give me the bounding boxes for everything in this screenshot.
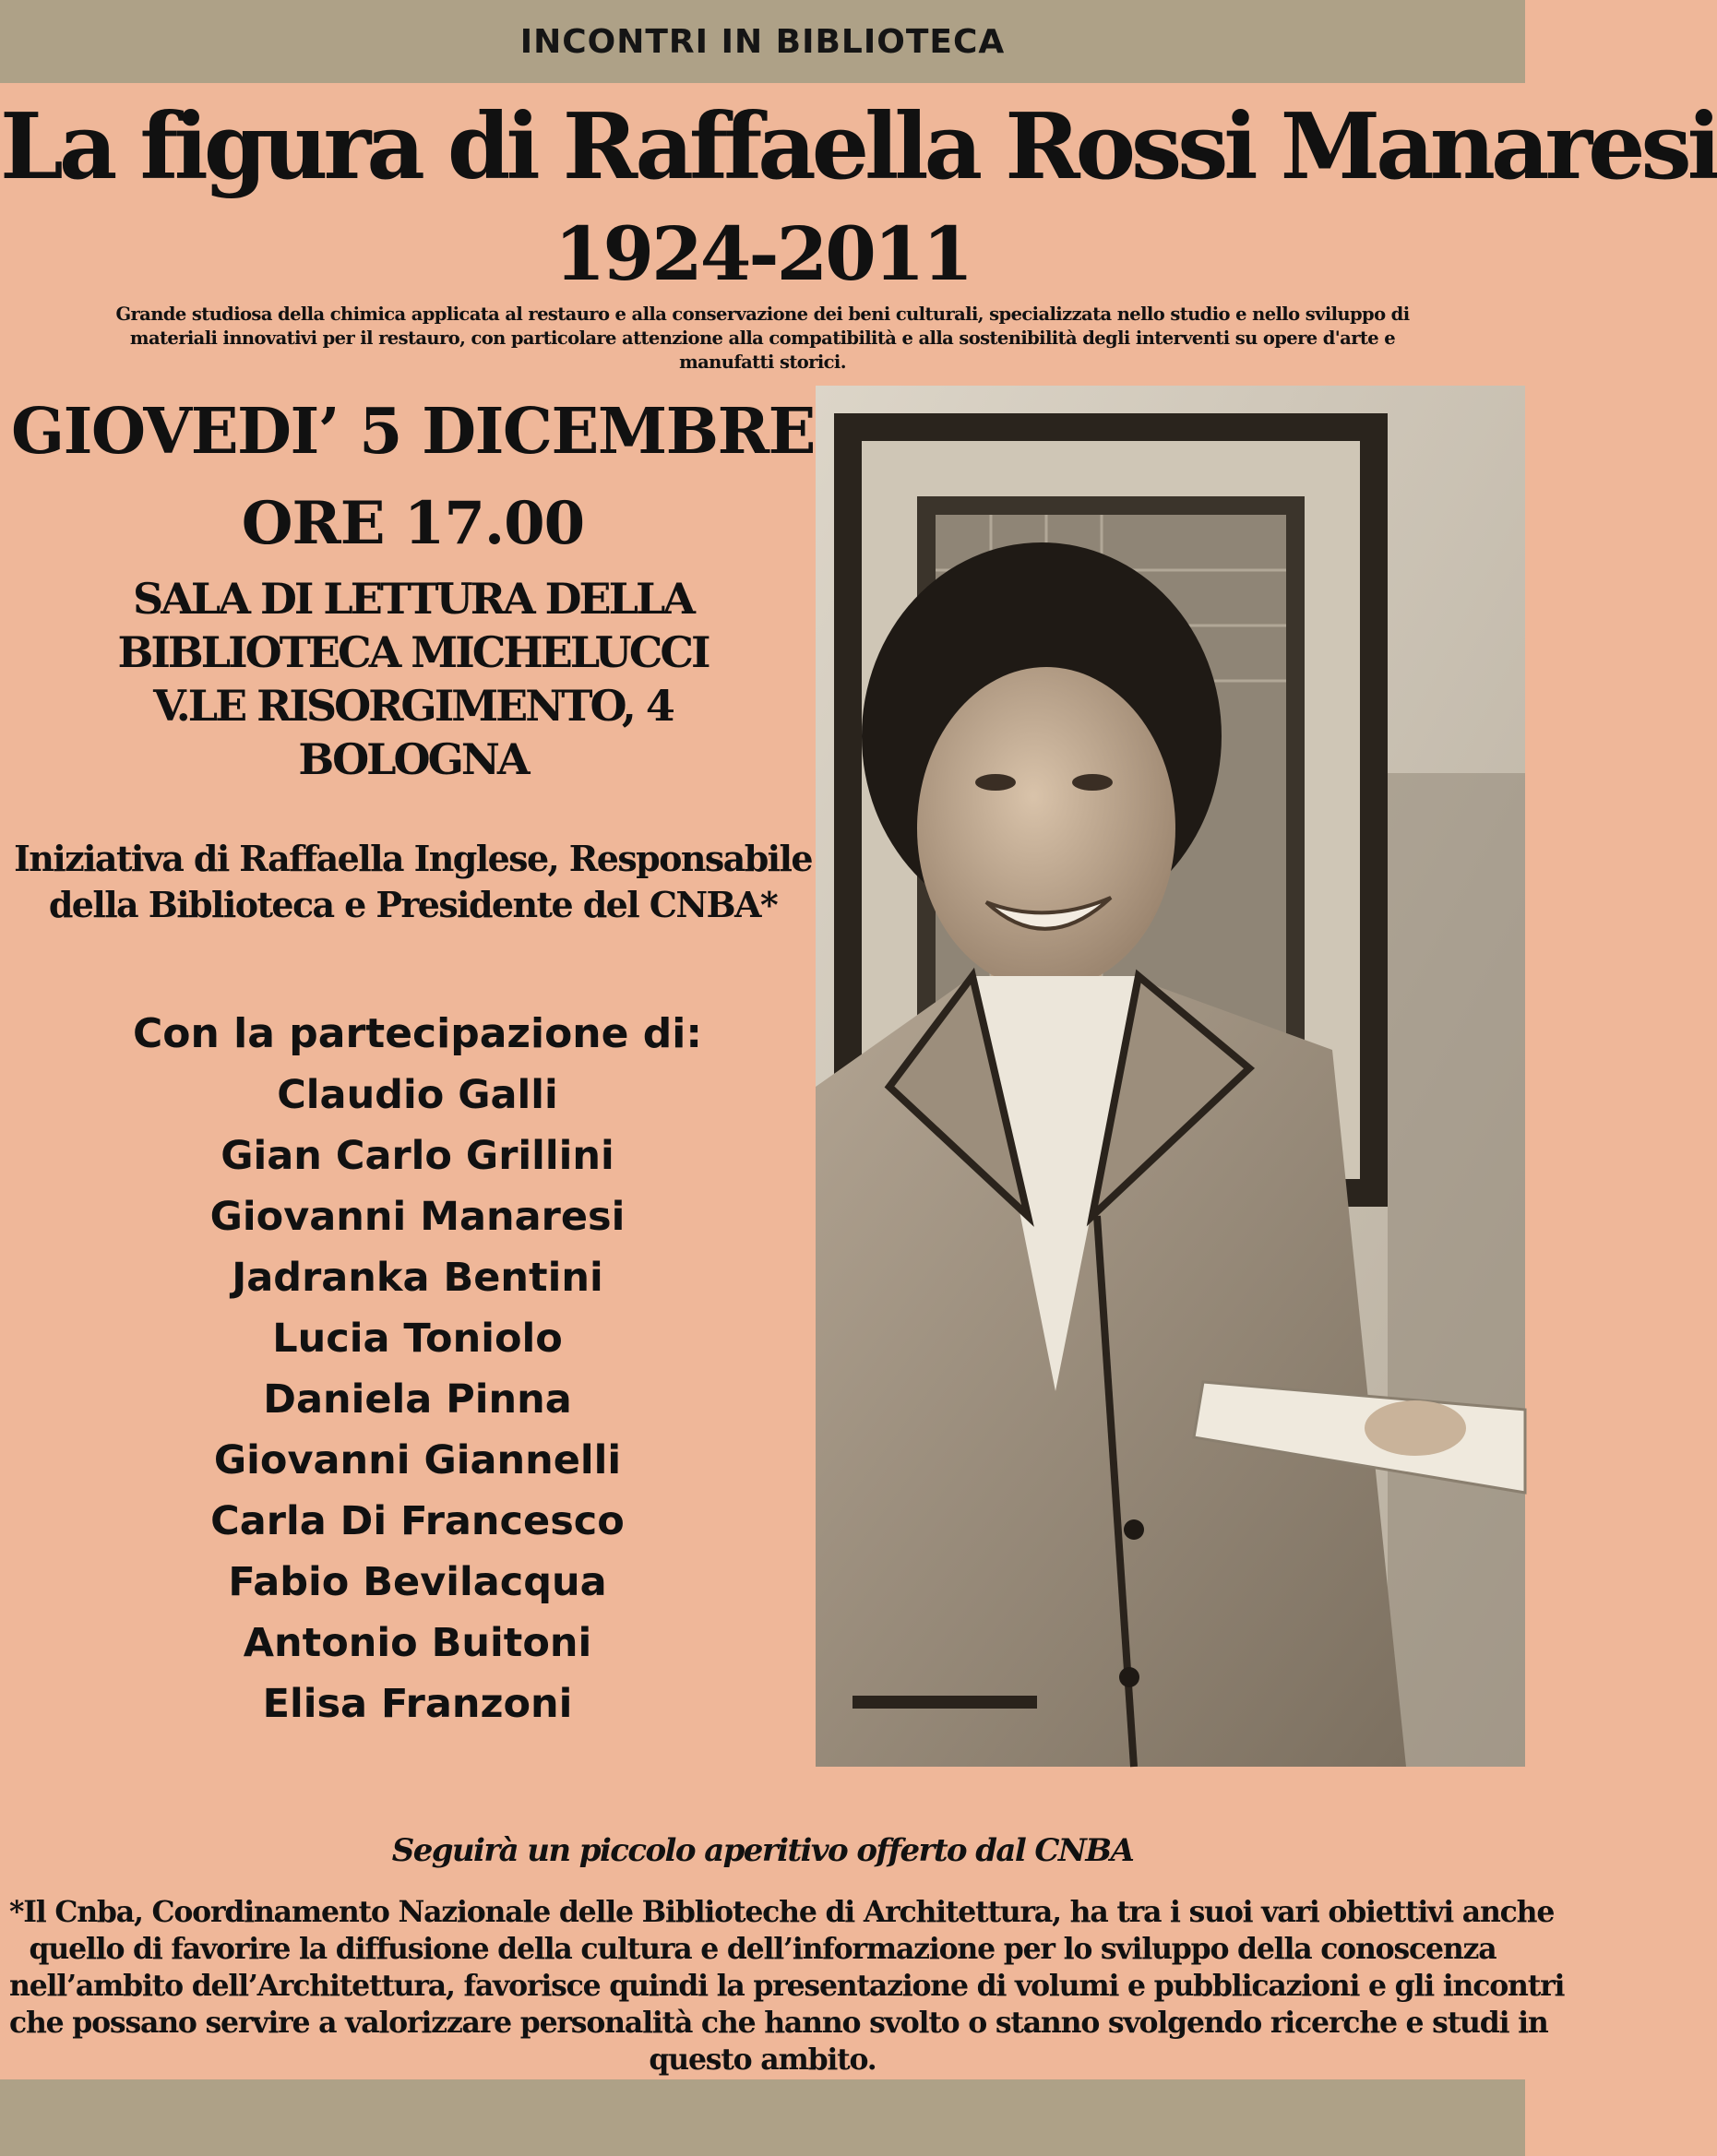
portrait-photo-icon bbox=[816, 386, 1525, 1767]
event-time: ORE 17.00 bbox=[241, 489, 585, 558]
participant-name: Fabio Bevilacqua bbox=[228, 1559, 607, 1605]
description-line: Grande studiosa della chimica applicata al restauro e alla conservazione dei beni culturali, specializzata nello studio e nello sviluppo di bbox=[115, 304, 1410, 325]
event-venue bbox=[0, 572, 826, 786]
participant-name: Giovanni Giannelli bbox=[213, 1437, 622, 1483]
participant-name: Lucia Toniolo bbox=[272, 1316, 563, 1362]
participant-name: Jadranka Bentini bbox=[232, 1255, 603, 1301]
event-years: 1924-2011 bbox=[554, 210, 972, 297]
participants bbox=[0, 1004, 835, 1734]
banner-title: INCONTRI IN BIBLIOTECA bbox=[519, 22, 1006, 61]
participant-name: Claudio Galli bbox=[277, 1072, 558, 1118]
bottom-banner bbox=[0, 2079, 1525, 2156]
note-line: quello di favorire la diffusione della cultura e dell’informazione per lo sviluppo della conoscenza bbox=[29, 1932, 1496, 1966]
event-date: GIOVEDI’ 5 DICEMBRE bbox=[11, 395, 815, 469]
portrait-photo bbox=[816, 386, 1525, 1767]
event-description bbox=[55, 303, 1470, 375]
note-line: che possano servire a valorizzare personalità che hanno svolto o stanno svolgendo ricerche e studi in bbox=[9, 2006, 1548, 2040]
participants-list bbox=[0, 1065, 835, 1734]
participant-name: Gian Carlo Grillini bbox=[221, 1133, 614, 1179]
venue-line: SALA DI LETTURA DELLA bbox=[133, 574, 693, 624]
note-line: questo ambito. bbox=[649, 2043, 876, 2077]
participants-heading: Con la partecipazione di: bbox=[133, 1010, 702, 1057]
top-banner bbox=[0, 0, 1525, 83]
cnba-note bbox=[9, 1894, 1565, 2079]
participant-name: Giovanni Manaresi bbox=[209, 1194, 626, 1240]
description-line: manufatti storici. bbox=[679, 351, 846, 373]
participant-name: Antonio Buitoni bbox=[243, 1620, 592, 1666]
participant-name: Elisa Franzoni bbox=[262, 1681, 573, 1727]
note-line: *Il Cnba, Coordinamento Nazionale delle Biblioteche di Architettura, ha tra i suoi vari obiettivi anche bbox=[9, 1895, 1555, 1929]
participant-name: Carla Di Francesco bbox=[210, 1498, 625, 1544]
aperitivo-note: Seguirà un piccolo aperitivo offerto dal CNBA bbox=[391, 1832, 1134, 1869]
initiative-line: Iniziativa di Raffaella Inglese, Responsabile bbox=[14, 838, 812, 879]
venue-line: BIBLIOTECA MICHELUCCI bbox=[117, 627, 709, 677]
event-title: La figura di Raffaella Rossi Manaresi bbox=[0, 94, 1717, 200]
venue-line: BOLOGNA bbox=[298, 734, 528, 784]
note-line: nell’ambito dell’Architettura, favorisce quindi la presentazione di volumi e pubblicazioni e gli incontri bbox=[9, 1969, 1565, 2003]
description-line: materiali innovativi per il restauro, con particolare attenzione alla compatibilità e alla sostenibilità degli interventi su opere d'arte e bbox=[129, 328, 1396, 349]
participant-name: Daniela Pinna bbox=[263, 1376, 572, 1423]
event-initiative bbox=[0, 836, 826, 928]
initiative-line: della Biblioteca e Presidente del CNBA* bbox=[48, 884, 778, 925]
venue-line: V.LE RISORGIMENTO, 4 bbox=[153, 681, 673, 731]
